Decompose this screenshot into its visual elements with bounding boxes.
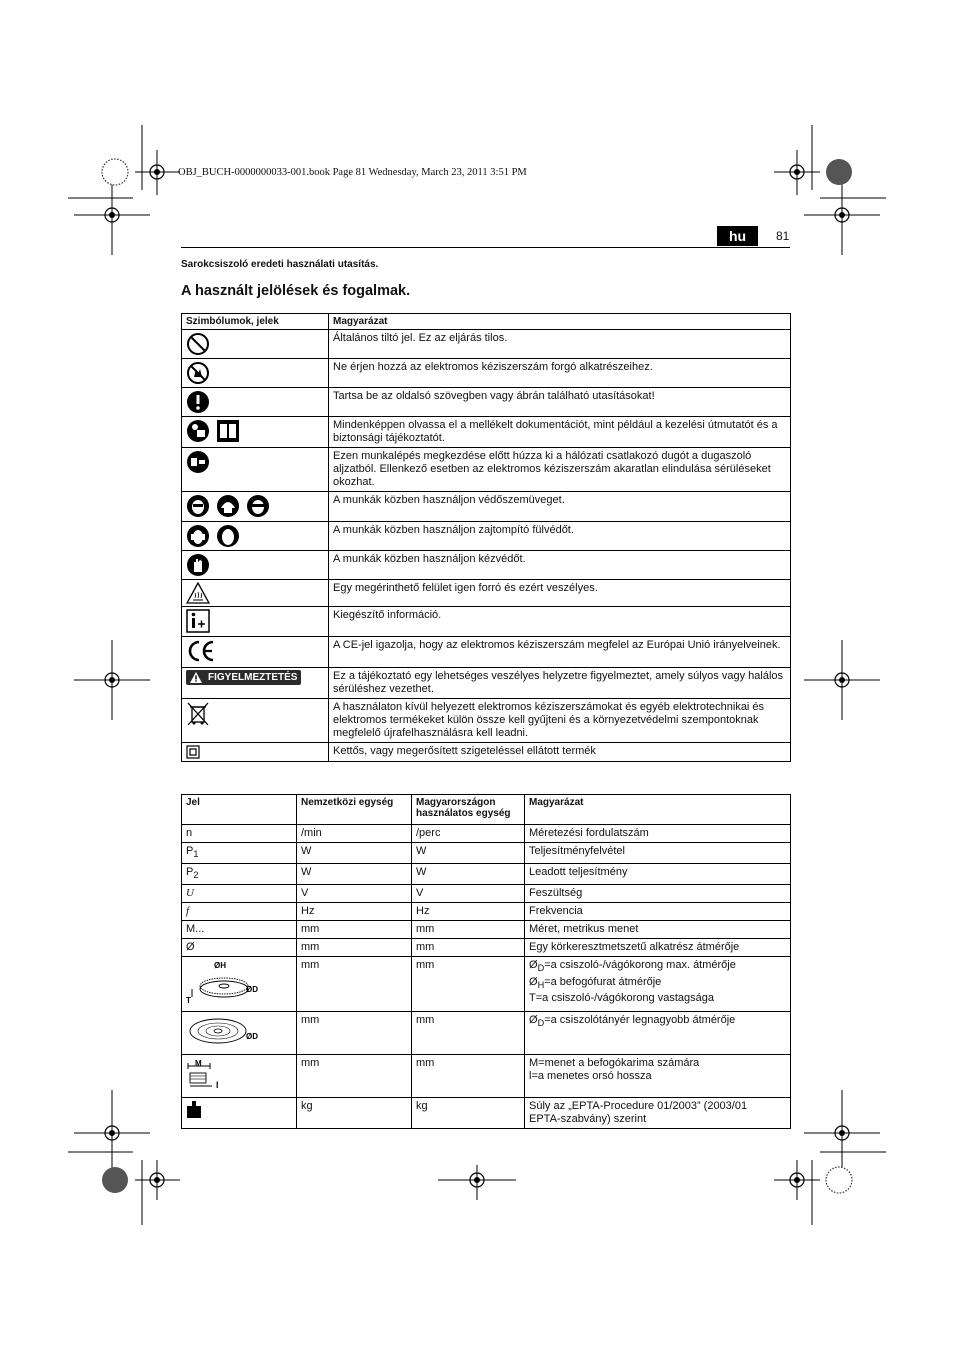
explanation-cell: Egy megérinthető felület igen forró és ezért veszélyes.: [329, 580, 791, 607]
ear-muff-icon: [216, 524, 240, 548]
explanation-cell: Tartsa be az oldalsó szövegben vagy ábrán található utasításokat!: [329, 388, 791, 417]
column-header: Nemzetközi egység: [297, 795, 412, 825]
no-touch-rotating-parts-icon: [186, 361, 210, 385]
table-row: [182, 921, 791, 939]
intl-unit-cell: mm: [297, 1012, 412, 1055]
warning-triangle-icon: [190, 672, 202, 683]
explanation-cell: A munkák közben használjon zajtompító fülvédőt.: [329, 522, 791, 551]
local-unit-cell: Hz: [412, 903, 525, 921]
table-row: [182, 903, 791, 921]
explanation-cell: Teljesítményfelvétel: [525, 843, 791, 864]
line-prefix: Ø: [529, 975, 538, 988]
spindle-thread-diagram-icon: [186, 1057, 226, 1091]
local-unit-cell: mm: [412, 957, 525, 1012]
explanation-cell: Méretezési fordulatszám: [525, 825, 791, 843]
explanation-line: [529, 992, 786, 1005]
read-manual-icon: [186, 419, 210, 443]
bore-diameter-label: ØH: [214, 961, 226, 971]
symbol-cell: [182, 448, 329, 492]
ce-mark-icon: [186, 639, 216, 663]
symbol-cell: [182, 843, 297, 864]
pad-diameter-label: ØD: [246, 1032, 258, 1042]
intl-unit-cell: Hz: [297, 903, 412, 921]
info-icon: [186, 609, 210, 633]
language-badge: hu: [717, 226, 758, 246]
local-unit-cell: kg: [412, 1098, 525, 1129]
line-prefix: Ø: [529, 959, 538, 972]
disc-diameter-label: ØD: [246, 985, 258, 995]
table-row: [182, 492, 791, 522]
symbol-cell: [182, 492, 329, 522]
line-prefix: Ø: [529, 1014, 538, 1027]
symbol-cell: n: [182, 825, 297, 843]
symbol-cell: [182, 359, 329, 388]
ear-protection-icon: [186, 524, 210, 548]
explanation-cell: Leadott teljesítmény: [525, 864, 791, 885]
explanation-cell: Mindenképpen olvassa el a mellékelt dokumentációt, mint például a kezelési útmutatót és a biztonsági tájékoztatót.: [329, 417, 791, 448]
symbols-table: [181, 313, 791, 762]
explanation-cell: A CE-jel igazolja, hogy az elektromos kéziszerszám megfelel az Európai Unió irányelveinek.: [329, 637, 791, 668]
explanation-cell: Feszültség: [525, 885, 791, 903]
line-text: =a csiszolótányér legnagyobb átmérője: [544, 1014, 736, 1027]
symbol-cell: [182, 522, 329, 551]
glove-icon: [186, 553, 210, 577]
table-row: [182, 417, 791, 448]
table-row: [182, 699, 791, 743]
table-row: [182, 668, 791, 699]
symbol-cell: [182, 743, 329, 762]
unplug-icon: [186, 450, 210, 474]
table-row: [182, 580, 791, 607]
explanation-line: Súly az „EPTA-Procedure 01/2003” (2003/01: [529, 1100, 748, 1113]
symbol-cell: [182, 417, 329, 448]
intl-unit-cell: W: [297, 864, 412, 885]
intl-unit-cell: /min: [297, 825, 412, 843]
table-row: [182, 448, 791, 492]
spindle-length-label: l: [216, 1080, 219, 1091]
table-row: [182, 885, 791, 903]
symbol-text: P: [186, 866, 194, 879]
table-row: [182, 743, 791, 762]
explanation-cell: [525, 1055, 791, 1098]
explanation-line: [529, 1014, 786, 1030]
explanation-cell: Általános tiltó jel. Ez az eljárás tilos.: [329, 330, 791, 359]
symbol-cell: [182, 580, 329, 607]
line-subscript: D: [537, 1018, 545, 1029]
column-header: Szimbólumok, jelek: [182, 314, 329, 330]
symbol-cell: [182, 668, 329, 699]
hot-surface-icon: [186, 582, 210, 604]
symbol-cell: [182, 607, 329, 637]
symbol-cell: [182, 1098, 297, 1129]
table-row: [182, 825, 791, 843]
table-row: [182, 637, 791, 668]
intl-unit-cell: mm: [297, 957, 412, 1012]
symbol-cell: [182, 637, 329, 668]
intl-unit-cell: mm: [297, 939, 412, 957]
local-unit-cell: mm: [412, 921, 525, 939]
symbol-subscript: 1: [193, 849, 199, 860]
symbol-cell: [182, 1012, 297, 1055]
explanation-cell: Egy körkeresztmetszetű alkatrész átmérője: [525, 939, 791, 957]
column-header: Magyarázat: [329, 314, 791, 330]
explanation-cell: [525, 1012, 791, 1055]
line-text: T=a csiszoló-/vágókorong vastagsága: [529, 991, 714, 1004]
prohibition-icon: [186, 332, 210, 356]
line-subscript: H: [537, 979, 545, 990]
helmet-icon: [216, 494, 240, 518]
face-shield-icon: [186, 494, 210, 518]
table-row: [182, 359, 791, 388]
local-unit-cell: mm: [412, 939, 525, 957]
explanation-cell: Kiegészítő információ.: [329, 607, 791, 637]
explanation-cell: Ez a tájékoztató egy lehetséges veszélyes helyzetre figyelmeztet, amely súlyos vagy halálos sérüléshez vezethet.: [329, 668, 791, 699]
table-row: [182, 522, 791, 551]
symbol-cell: Ø: [182, 939, 297, 957]
local-unit-cell: V: [412, 885, 525, 903]
disc-thickness-label: T: [186, 996, 191, 1006]
manual-book-icon: [216, 419, 240, 443]
local-unit-cell: W: [412, 843, 525, 864]
local-unit-cell: /perc: [412, 825, 525, 843]
table-row: [182, 330, 791, 359]
symbol-text: P: [186, 845, 194, 857]
intl-unit-cell: V: [297, 885, 412, 903]
symbols-table-header: [182, 314, 791, 330]
explanation-line: [529, 976, 786, 992]
local-unit-cell: mm: [412, 1055, 525, 1098]
mandatory-instruction-icon: [186, 390, 210, 414]
explanation-line: l=a menetes orsó hossza: [529, 1070, 652, 1083]
explanation-cell: Kettős, vagy megerősített szigeteléssel ellátott termék: [329, 743, 791, 762]
symbol-subscript: 2: [193, 870, 199, 881]
eye-protection-icon: [246, 494, 270, 518]
intl-unit-cell: mm: [297, 921, 412, 939]
explanation-line: EPTA-szabvány) szerint: [529, 1113, 647, 1126]
local-unit-cell: W: [412, 864, 525, 885]
table-row: [182, 957, 791, 1012]
symbol-cell: [182, 957, 297, 1012]
table-row: [182, 939, 791, 957]
explanation-cell: A munkák közben használjon védőszemüveget.: [329, 492, 791, 522]
header-rule: [181, 247, 790, 248]
explanation-cell: A munkák közben használjon kézvédőt.: [329, 551, 791, 580]
section-title: A használt jelölések és fogalmak.: [181, 283, 411, 299]
explanation-cell: [525, 1098, 791, 1129]
explanation-cell: A használaton kívül helyezett elektromos kéziszerszámokat és egyéb elektrotechnikai és elektromos termékeket külön össze kell gyűjteni és a környezetvédelmi szempontoknak megfelelő újrafelhasználásra kell leadni.: [329, 699, 791, 743]
units-table-header: [182, 795, 791, 825]
intl-unit-cell: mm: [297, 1055, 412, 1098]
symbol-cell: f: [182, 903, 297, 921]
page-number: 81: [776, 229, 790, 243]
intl-unit-cell: W: [297, 843, 412, 864]
symbol-cell: [182, 864, 297, 885]
column-header: Jel: [182, 795, 297, 825]
warning-label-text: FIGYELMEZTETÉS: [208, 672, 298, 683]
symbol-cell: [182, 388, 329, 417]
explanation-cell: Ezen munkalépés megkezdése előtt húzza ki a hálózati csatlakozó dugót a dugaszoló aljzatból. Ellenkező esetben az elektromos kéziszerszám akaratlan elindulása sérüléseket okozhat.: [329, 448, 791, 492]
table-row: [182, 607, 791, 637]
double-insulation-icon: [186, 745, 200, 759]
explanation-cell: Frekvencia: [525, 903, 791, 921]
thread-label: M: [195, 1059, 202, 1069]
table-row: [182, 1098, 791, 1129]
warning-label: [186, 670, 301, 685]
weight-icon: [186, 1100, 202, 1118]
local-unit-cell: mm: [412, 1012, 525, 1055]
table-row: [182, 551, 791, 580]
symbol-cell: [182, 551, 329, 580]
explanation-line: [529, 959, 786, 975]
explanation-line: M=menet a befogókarima számára: [529, 1057, 700, 1070]
explanation-cell: Méret, metrikus menet: [525, 921, 791, 939]
intl-unit-cell: kg: [297, 1098, 412, 1129]
table-row: [182, 1055, 791, 1098]
line-subscript: D: [537, 963, 545, 974]
book-header-line: OBJ_BUCH-0000000033-001.book Page 81 Wednesday, March 23, 2011 3:51 PM: [178, 167, 527, 178]
symbol-cell: [182, 1055, 297, 1098]
table-row: [182, 843, 791, 864]
weee-bin-icon: [186, 701, 210, 727]
symbol-cell: U: [182, 885, 297, 903]
table-row: [182, 1012, 791, 1055]
explanation-cell: [525, 957, 791, 1012]
column-header: Magyarázat: [525, 795, 791, 825]
symbol-cell: [182, 330, 329, 359]
units-table: [181, 794, 791, 1129]
line-text: =a csiszoló-/vágókorong max. átmérője: [544, 959, 736, 972]
document-subtitle: Sarokcsiszoló eredeti használati utasítás.: [181, 259, 379, 270]
table-row: [182, 864, 791, 885]
symbol-cell: [182, 699, 329, 743]
grinding-disc-diagram-icon: [186, 959, 264, 1005]
line-text: =a befogófurat átmérője: [544, 975, 662, 988]
column-header: Magyarországon használatos egység: [412, 795, 525, 825]
table-row: [182, 388, 791, 417]
sanding-pad-diagram-icon: [186, 1014, 264, 1048]
explanation-cell: Ne érjen hozzá az elektromos kéziszerszám forgó alkatrészeihez.: [329, 359, 791, 388]
symbol-cell: M...: [182, 921, 297, 939]
